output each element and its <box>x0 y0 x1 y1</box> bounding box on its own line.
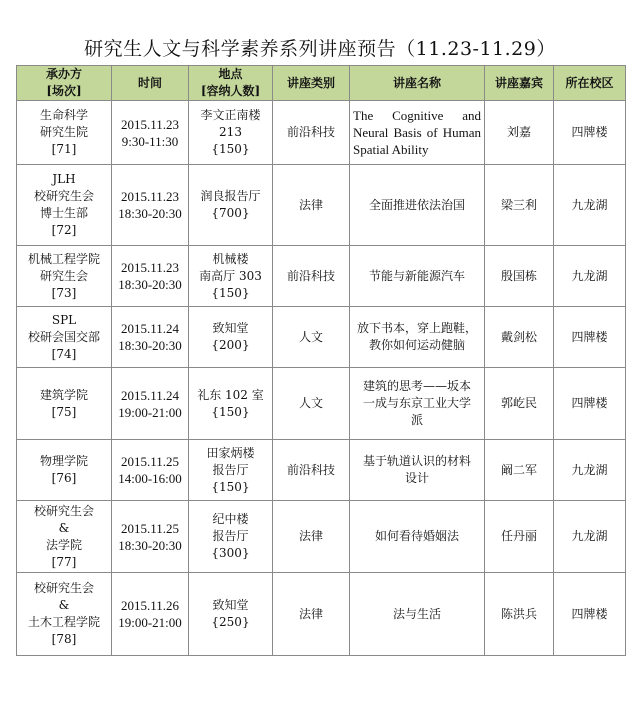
organizer-cell: 校研究生会 & 土木工程学院 [78] <box>17 573 112 656</box>
lecture-name-cell: The Cognitive and Neural Basis of Human Spatial Ability <box>350 101 485 165</box>
organizer-cell: SPL 校研会国交部 [74] <box>17 307 112 368</box>
speaker-cell: 阚二军 <box>485 440 554 501</box>
time-cell: 2015.11.23 18:30-20:30 <box>112 165 189 246</box>
page-title: 研究生人文与科学素养系列讲座预告（11.23-11.29） <box>84 38 556 60</box>
header-speaker: 讲座嘉宾 <box>485 66 554 101</box>
location-cell: 致知堂 {250} <box>189 573 273 656</box>
location-cell: 机械楼 南高厅 303 {150} <box>189 246 273 307</box>
lecture-name-cell: 法与生活 <box>350 573 485 656</box>
location-cell: 致知堂 {200} <box>189 307 273 368</box>
lecture-name-cell: 基于轨道认识的材料 设计 <box>350 440 485 501</box>
campus-cell: 九龙湖 <box>554 246 626 307</box>
table-row <box>17 440 626 501</box>
header-campus: 所在校区 <box>554 66 626 101</box>
category-cell: 人文 <box>273 307 350 368</box>
category-cell: 法律 <box>273 573 350 656</box>
organizer-cell: JLH 校研究生会 博士生部 [72] <box>17 165 112 246</box>
organizer-cell: 机械工程学院 研究生会 [73] <box>17 246 112 307</box>
location-cell: 纪中楼 报告厅 {300} <box>189 501 273 573</box>
organizer-cell: 校研究生会 & 法学院 [77] <box>17 501 112 573</box>
time-cell: 2015.11.25 18:30-20:30 <box>112 501 189 573</box>
campus-cell: 九龙湖 <box>554 501 626 573</box>
category-cell: 前沿科技 <box>273 246 350 307</box>
lecture-schedule-table <box>16 65 626 656</box>
campus-cell: 九龙湖 <box>554 165 626 246</box>
header-organizer: 承办方 [场次] <box>17 66 112 101</box>
lecture-name-cell: 放下书本，穿上跑鞋， 教你如何运动健脑 <box>350 307 485 368</box>
header-location: 地点 [容纳人数] <box>189 66 273 101</box>
organizer-cell: 物理学院 [76] <box>17 440 112 501</box>
table-row <box>17 246 626 307</box>
table-row <box>17 307 626 368</box>
lecture-name-cell: 建筑的思考——坂本 一成与东京工业大学 派 <box>350 368 485 440</box>
time-cell: 2015.11.24 19:00-21:00 <box>112 368 189 440</box>
lecture-name-cell: 全面推进依法治国 <box>350 165 485 246</box>
time-cell: 2015.11.26 19:00-21:00 <box>112 573 189 656</box>
speaker-cell: 梁三利 <box>485 165 554 246</box>
table-row <box>17 101 626 165</box>
speaker-cell: 郭屹民 <box>485 368 554 440</box>
speaker-cell: 殷国栋 <box>485 246 554 307</box>
location-cell: 润良报告厅 {700} <box>189 165 273 246</box>
header-time: 时间 <box>112 66 189 101</box>
location-cell: 礼东 102 室 {150} <box>189 368 273 440</box>
table-row <box>17 368 626 440</box>
category-cell: 人文 <box>273 368 350 440</box>
campus-cell: 四牌楼 <box>554 307 626 368</box>
campus-cell: 四牌楼 <box>554 368 626 440</box>
organizer-cell: 建筑学院 [75] <box>17 368 112 440</box>
table-row <box>17 573 626 656</box>
time-cell: 2015.11.24 18:30-20:30 <box>112 307 189 368</box>
speaker-cell: 刘嘉 <box>485 101 554 165</box>
table-header-row <box>17 66 626 101</box>
table-row <box>17 165 626 246</box>
organizer-cell: 生命科学 研究生院 [71] <box>17 101 112 165</box>
location-cell: 李文正南楼 213 {150} <box>189 101 273 165</box>
location-cell: 田家炳楼 报告厅 {150} <box>189 440 273 501</box>
speaker-cell: 戴剑松 <box>485 307 554 368</box>
time-cell: 2015.11.23 9:30-11:30 <box>112 101 189 165</box>
speaker-cell: 任丹丽 <box>485 501 554 573</box>
speaker-cell: 陈洪兵 <box>485 573 554 656</box>
category-cell: 法律 <box>273 165 350 246</box>
category-cell: 前沿科技 <box>273 440 350 501</box>
table-row <box>17 501 626 573</box>
campus-cell: 九龙湖 <box>554 440 626 501</box>
category-cell: 法律 <box>273 501 350 573</box>
time-cell: 2015.11.23 18:30-20:30 <box>112 246 189 307</box>
header-lecture-name: 讲座名称 <box>350 66 485 101</box>
campus-cell: 四牌楼 <box>554 101 626 165</box>
campus-cell: 四牌楼 <box>554 573 626 656</box>
lecture-name-cell: 如何看待婚姻法 <box>350 501 485 573</box>
lecture-name-cell: 节能与新能源汽车 <box>350 246 485 307</box>
time-cell: 2015.11.25 14:00-16:00 <box>112 440 189 501</box>
header-category: 讲座类别 <box>273 66 350 101</box>
category-cell: 前沿科技 <box>273 101 350 165</box>
